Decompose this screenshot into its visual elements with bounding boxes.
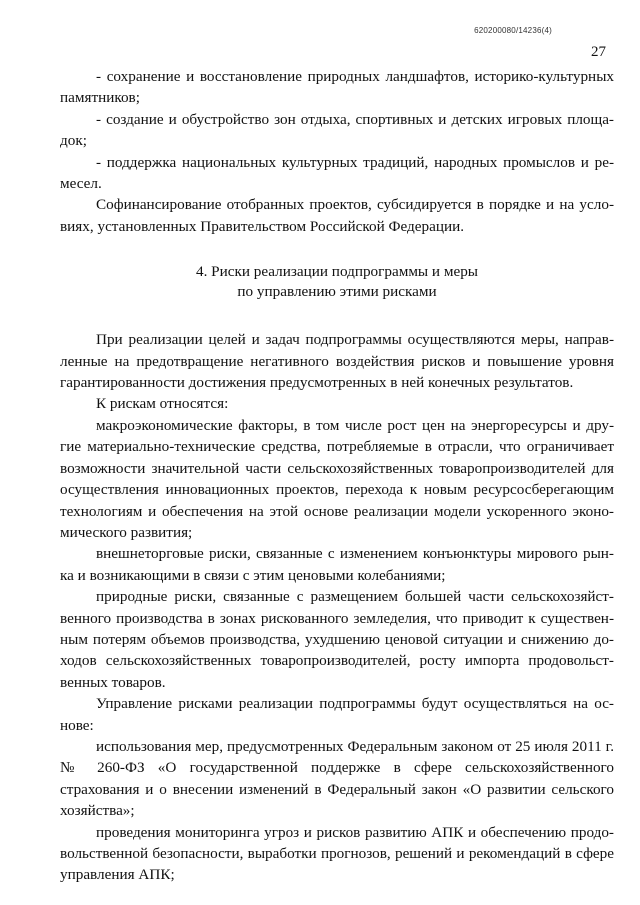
section-heading-line: 4. Риски реализации подпрограммы и меры xyxy=(195,263,478,281)
document-body xyxy=(60,66,614,886)
paragraph: проведения мониторинга угроз и рисков развитию АПК и обеспечению продо-вольственной безопасности, выработки прогнозов, решений и рекомендаций в сфере управления АПК; xyxy=(60,823,614,884)
paragraph: При реализации целей и задач подпрограммы осуществляются меры, направ-ленные на предотвращение негативного воздействия рисков и повышение уровня гарантированности достижения предусмотренных в ней конечных результатов. xyxy=(60,331,614,392)
section-heading-line: по управлению этими рисками xyxy=(237,283,437,301)
page-number: 27 xyxy=(591,44,606,60)
paragraph: - создание и обустройство зон отдыха, спортивных и детских игровых площа-док; xyxy=(60,110,614,150)
section-heading xyxy=(60,262,614,302)
paragraph: макроэкономические факторы, в том числе рост цен на энергоресурсы и дру-гие материально-технические средства, потребляемые в отрасли, что ограничивает возможности значительной части сельскохозяйственных товаропроизводителей для осуществления инновационных проектов, перехода к новым ресурсосберегающим технологиям и обеспечения на этой основе реализации модели ускоренного эконо-мического развития; xyxy=(60,416,614,541)
paragraph: - сохранение и восстановление природных ландшафтов, историко-культурных памятников; xyxy=(60,68,614,107)
paragraph: Управление рисками реализации подпрограммы будут осуществляться на ос-нове: xyxy=(60,695,614,734)
paragraph: - поддержка национальных культурных традиций, народных промыслов и ре-месел. xyxy=(60,153,614,193)
document-id: 620200080/14236(4) xyxy=(474,26,552,35)
paragraph: использования мер, предусмотренных Федеральным законом от 25 июля 2011 г. № 260-ФЗ «О государственной поддержке в сфере сельскохозяйственного страхования и о внесении изменений в Федеральный закон «О развитии сельского хозяйства»; xyxy=(60,737,614,820)
paragraph: К рискам относятся: xyxy=(96,395,229,413)
paragraph: природные риски, связанные с размещением большей части сельскохозяйст-венного производства в зонах рискованного земледелия, что приводит к существен-ным потерям объемов производства, ухудшению ценовой ситуации и снижению до-ходов сельскохозяйственных товаропроизводителей, росту импорта продовольст-венных товаров. xyxy=(60,588,614,691)
paragraph: Софинансирование отобранных проектов, субсидируется в порядке и на усло-виях, установленных Правительством Российской Федерации. xyxy=(60,196,614,235)
paragraph: внешнеторговые риски, связанные с изменением конъюнктуры мирового рын-ка и возникающими в связи с этим ценовыми колебаниями; xyxy=(60,545,614,584)
